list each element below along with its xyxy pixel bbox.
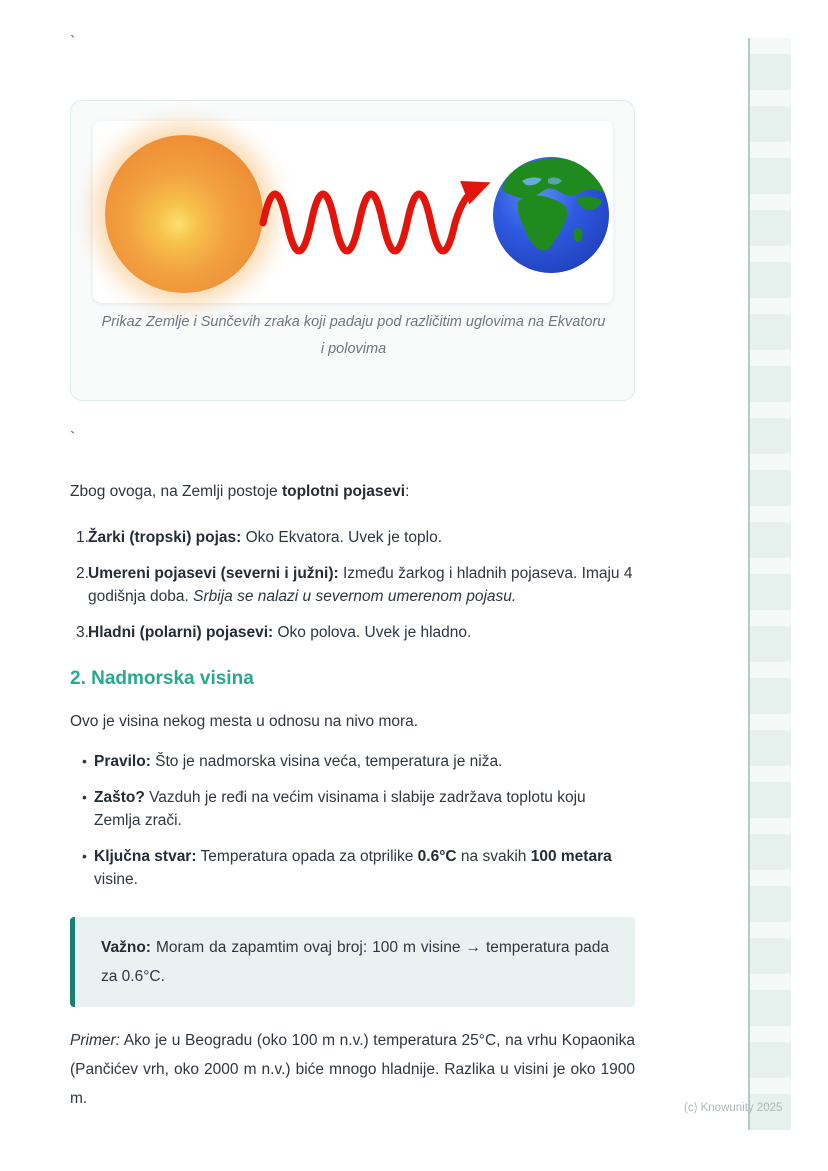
bullet-item [70,750,635,774]
bullet-bold: Ključna stvar: [94,847,197,865]
intro-text: Zbog ovoga, na Zemlji postoje [70,483,282,500]
bullet-bold-2: 0.6°C [417,847,457,865]
list-item-number: 1. [76,529,89,546]
bullet-content [94,750,635,774]
callout-bold: Važno: [101,939,151,956]
copyright-watermark: (c) Knowunity 2025 [684,1102,783,1114]
bullet-item [70,786,635,833]
section-intro: Ovo je visina nekog mesta u odnosu na nivo mora. [70,713,419,730]
bullet-content [94,845,635,892]
page-edge-strip [748,38,791,1130]
example-text: Ako je u Beogradu (oko 100 m n.v.) temperatura 25°C, na vrhu Kopaonika (Pančićev vrh, oko 2000 m n.v.) biće mnogo hladnije. Razlika u visini je oko 1900 m. [70,1032,635,1107]
intro-paragraph [70,480,635,503]
list-item-content [88,526,635,550]
list-item-number: 3. [76,623,89,641]
bullet-bold-3: 100 metara [530,847,612,865]
list-item-bold: Hladni (polarni) pojasevi: [88,623,274,641]
altitude-bullet-list [70,750,635,904]
bullet-item [70,845,635,892]
bullet-glyph: • [82,753,87,769]
list-item-text: Između žarkog i hladnih pojaseva. Imaju 4 godišnja doba. [88,564,633,605]
list-item [70,562,635,609]
section-heading: 2. Nadmorska visina [70,668,254,689]
bullet-text: Temperatura opada za otprilike [196,847,418,865]
example-lead: Primer: [70,1032,120,1049]
bullet-text-3: visine. [94,871,138,888]
bullet-text-2: na svakih [456,847,531,865]
red-wave-arrow-icon [259,161,499,271]
bullet-bold: Zašto? [94,788,145,806]
list-item-content [88,562,635,609]
bullet-text: Što je nadmorska visina veća, temperatura je niža. [150,753,503,770]
bullet-glyph: • [82,847,87,864]
list-item [70,621,635,645]
list-item-text: Oko polova. Uvek je hladno. [273,623,472,641]
list-item-bold: Umereni pojasevi (severni i južni): [88,564,339,582]
stray-backtick-top: ` [70,34,76,51]
list-item-bold: Žarki (tropski) pojas: [88,529,242,546]
important-callout [70,917,635,1007]
list-item-content [88,621,635,645]
bullet-bold: Pravilo: [94,753,151,770]
sun-earth-illustration [93,121,613,303]
example-paragraph [70,1026,635,1113]
earth-icon [492,155,610,275]
callout-text: Moram da zapamtim ovaj broj: 100 m visine → temperatura pada za 0.6°C. [101,939,609,985]
stray-backtick-middle: ` [70,430,76,447]
bullet-text: Vazduh je ređi na većim visinama i slabije zadržava toplotu koju Zemlja zrači. [94,788,586,829]
list-item-italic: Srbija se nalazi u severnom umerenom pojasu. [193,588,517,605]
list-item-text: Oko Ekvatora. Uvek je toplo. [241,529,443,546]
sun-icon [105,135,263,293]
bullet-glyph: • [82,788,87,805]
intro-bold: toplotni pojasevi [281,483,406,500]
figure-caption: Prikaz Zemlje i Sunčevih zraka koji padaju pod različitim uglovima na Ekvatoru i polovima [101,314,606,357]
intro-colon: : [405,483,410,500]
bullet-content [94,786,635,833]
list-item [70,526,635,550]
list-item-number: 2. [76,564,89,582]
heat-zones-list [70,526,635,656]
figure-card [70,100,635,401]
